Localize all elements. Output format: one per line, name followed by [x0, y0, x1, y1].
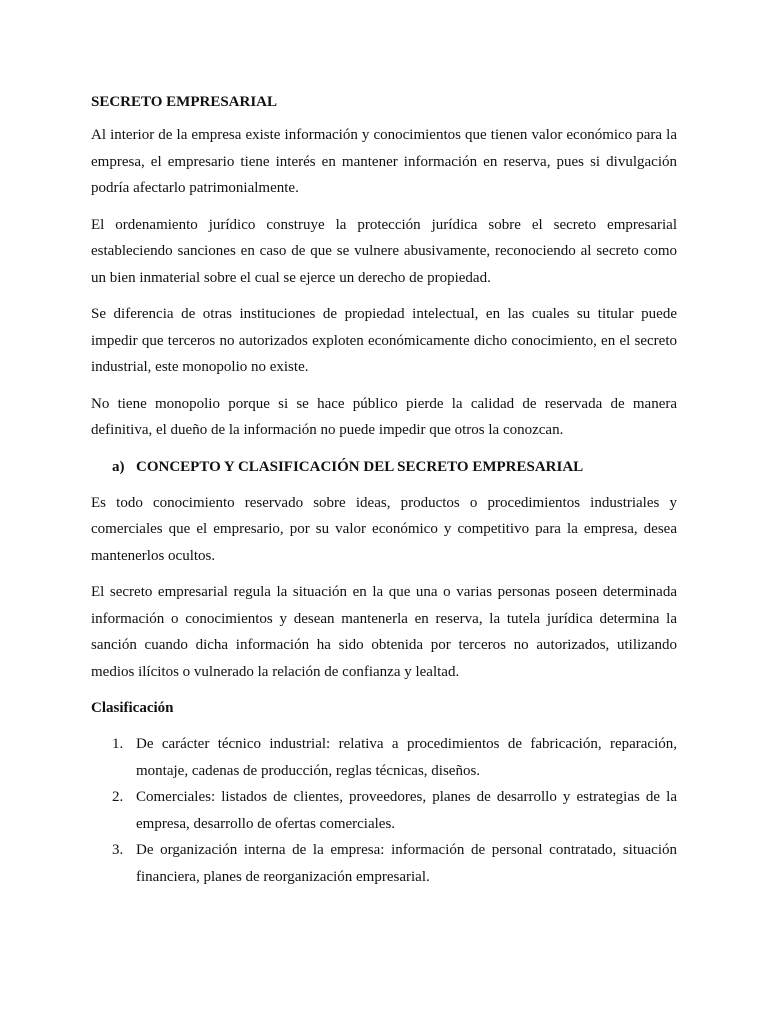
- classification-heading: Clasificación: [91, 700, 174, 716]
- section-a-paragraph-1: Es todo conocimiento reservado sobre ideas, productos o procedimientos industriales y comerciales que el empresario, por su valor económico y competitivo para la empresa, desea mantenerlos ocultos.: [91, 494, 677, 564]
- intro-paragraph-2: El ordenamiento jurídico construye la protección jurídica sobre el secreto empresarial estableciendo sanciones en caso de que se vulnere abusivamente, reconociendo al secreto como un bien inmaterial sobre el cual se ejerce un derecho de propiedad.: [91, 216, 677, 286]
- list-item-text: De organización interna de la empresa: información de personal contratado, situación financiera, planes de reorganización empresarial.: [136, 842, 677, 885]
- list-item: [91, 837, 677, 890]
- document-title: SECRETO EMPRESARIAL: [91, 94, 278, 110]
- intro-paragraph-1: Al interior de la empresa existe información y conocimientos que tienen valor económico para la empresa, el empresario tiene interés en mantener información en reserva, pues si divulgación podría afectarlo patrimonialmente.: [91, 127, 677, 196]
- intro-paragraph-3: Se diferencia de otras instituciones de propiedad intelectual, en las cuales su titular puede impedir que terceros no autorizados exploten económicamente dicho conocimiento, en el secreto industrial, este monopolio no existe.: [91, 306, 677, 375]
- list-item: [91, 784, 677, 837]
- section-a-marker: a): [112, 458, 125, 475]
- list-item: [91, 731, 677, 784]
- list-item-number: 2.: [112, 789, 124, 805]
- list-item-number: 1.: [112, 736, 124, 752]
- section-a-heading: [91, 454, 677, 480]
- intro-paragraph-4: No tiene monopolio porque si se hace público pierde la calidad de reservada de manera definitiva, el dueño de la información no puede impedir que otros la conozcan.: [91, 395, 677, 438]
- list-item-number: 3.: [112, 842, 124, 858]
- section-a-paragraph-2: El secreto empresarial regula la situación en la que una o varias personas poseen determinada información o conocimientos y desean mantenerla en reserva, la tutela jurídica determina la sanción cuando dicha información ha sido obtenida por terceros no autorizados, utilizando medios ilícitos o vulnerado la relación de confianza y lealtad.: [91, 584, 677, 680]
- classification-list: [91, 731, 677, 890]
- list-item-text: Comerciales: listados de clientes, proveedores, planes de desarrollo y estrategias de la empresa, desarrollo de ofertas comerciales.: [136, 789, 677, 832]
- list-item-text: De carácter técnico industrial: relativa a procedimientos de fabricación, reparación, montaje, cadenas de producción, reglas técnicas, diseños.: [136, 736, 677, 779]
- document-page: [91, 92, 677, 890]
- section-a-title: CONCEPTO Y CLASIFICACIÓN DEL SECRETO EMPRESARIAL: [136, 458, 584, 475]
